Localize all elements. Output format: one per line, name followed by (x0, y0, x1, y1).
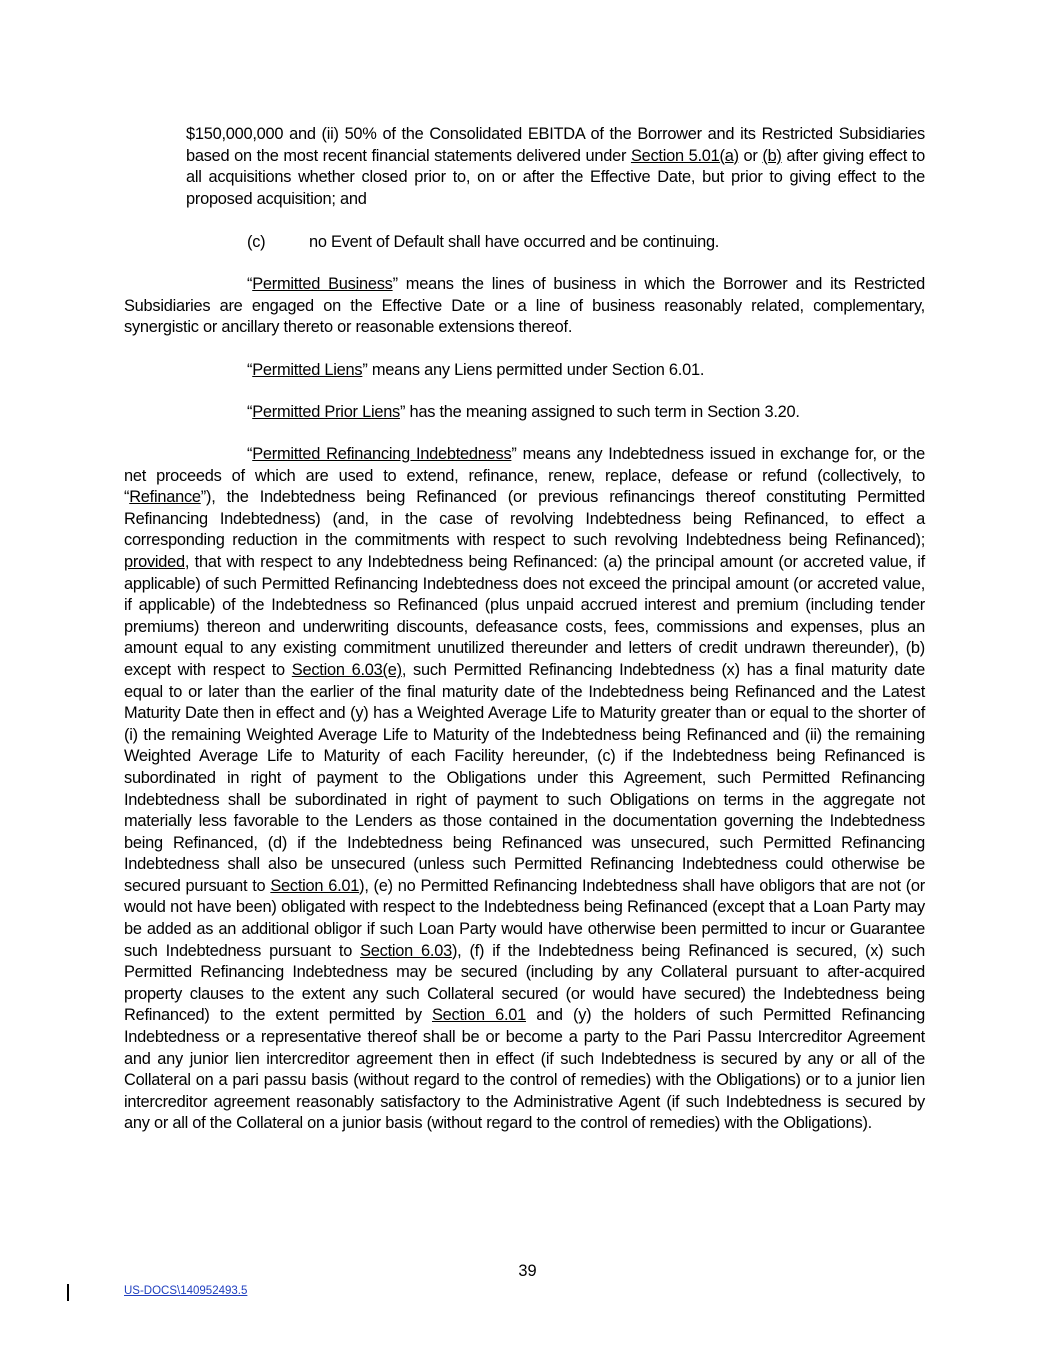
definition-text: ” means any Liens permitted under Section 6.01. (362, 361, 705, 379)
definition-text-5: ), (e) no Permitted Refinancing Indebtedness shall have obligors that are not (or would not have been) obligated with respect to the Indebtedness being Refinanced (except that a Loan Party may be added as an additional obligor if such Loan Party would have otherwise been permitted to incur or Guarantee such Indebtedness pursuant to (124, 876, 926, 960)
defined-term: Permitted Prior Liens (252, 403, 401, 421)
definition-text-7: and (y) the holders of such Permitted Refinancing Indebtedness or a representative thereof shall be or become a party to the Pari Passu Intercreditor Agreement and any junior lien intercreditor agreement then in effect (if such Indebtedness is secured by any or all of the Collateral on a pari passu basis (without regard to the control of remedies) with the Obligations) or to a junior lien intercreditor agreement reasonably satisfactory to the Administrative Agent (if such Indebtedness is secured by any or all of the Collateral on a junior basis (without regard to the control of remedies) with the Obligations). (124, 1006, 926, 1133)
definition-text-4: , such Permitted Refinancing Indebtedness (x) has a final maturity date equal to or later than the earlier of the final maturity date of the Indebtedness being Refinanced and the Latest Maturity Date then in effect and (y) has a Weighted Average Life to Maturity greater than or equal to the shorter of (i) the remaining Weighted Average Life to Maturity of the Indebtedness being Refinanced and (ii) the remaining Weighted Average Life to Maturity of each Facility hereunder, (c) if the Indebtedness being Refinanced is subordinated in right of payment to the Obligations under this Agreement, such Permitted Refinancing Indebtedness shall be subordinated in right of payment to such Obligations on terms in the aggregate not materially less favorable to the Lenders as those contained in the documentation governing the Indebtedness being Refinanced, (d) if the Indebtedness being Refinanced was unsecured, such Permitted Refinancing Indebtedness shall also be unsecured (unless such Permitted Refinancing Indebtedness could otherwise be secured pursuant to (124, 660, 925, 895)
provided-keyword: provided (124, 552, 185, 571)
defined-term: Permitted Refinancing Indebtedness (252, 445, 512, 463)
clause-b-text-3: after giving effect to all acquisitions whether closed prior to, on or after the Effective Date, but prior to giving effect to the proposed acquisition; and (186, 146, 925, 208)
section-b-reference: (b) (762, 146, 782, 165)
open-quote: “ (247, 403, 253, 421)
definition-permitted-refinancing-indebtedness (124, 444, 925, 1135)
open-quote: “ (247, 445, 253, 463)
section-6-03e-reference: Section 6.03(e) (291, 660, 402, 679)
definition-text-2: ”), the Indebtedness being Refinanced (or previous refinancings thereof constituting Permitted Refinancing Indebtedness) (and, in the case of revolving Indebtedness being Refinanced, to effect a corresponding reduction in the commitments with respect to such revolving Indebtedness being Refinanced); (124, 488, 925, 550)
definition-text-1: ” means any Indebtedness issued in exchange for, or the net proceeds of which are used to extend, refinance, renew, replace, defease or refund (collectively, to “ (124, 445, 925, 507)
defined-term-refinance: Refinance (129, 488, 201, 507)
definition-text-3: , that with respect to any Indebtedness being Refinanced: (a) the principal amount (or accreted value, if applicable) of such Permitted Refinancing Indebtedness does not exceed the principal amount (or accreted value, if applicable) of the Indebtedness so Refinanced (plus unpaid accrued interest and premium (including tender premiums) thereon and underwriting discounts, defeasance costs, fees, commissions and expenses, plus an amount equal to any existing commitment unutilized thereunder and letters of credit undrawn thereunder), (b) except with respect to (124, 552, 925, 679)
definition-text: ” means the lines of business in which the Borrower and its Restricted Subsidiaries are engaged on the Effective Date or a line of business reasonably related, complementary, synergistic or ancillary thereto or reasonable extensions thereof. (124, 275, 925, 337)
document-id-link[interactable]: US-DOCS\140952493.5 (124, 1285, 248, 1297)
open-quote: “ (247, 275, 253, 293)
section-5-01a-reference: Section 5.01(a) (630, 146, 739, 165)
defined-term: Permitted Business (252, 275, 393, 293)
section-6-03-reference: Section 6.03 (360, 941, 452, 960)
definition-permitted-business (124, 274, 925, 339)
definition-text-6: ), (f) if the Indebtedness being Refinanced is secured, (x) such Permitted Refinancing Indebtedness may be secured (including by any Collateral pursuant to after-acquired property clauses to the extent any such Collateral secured (or would have secured) the Indebtedness being Refinanced) to the extent permitted by (124, 941, 926, 1025)
clause-c-label: (c) (247, 233, 266, 251)
section-6-01-reference: Section 6.01 (270, 876, 360, 895)
open-quote: “ (247, 361, 253, 379)
clause-b-text-2: or (738, 146, 763, 165)
definition-permitted-prior-liens (124, 402, 925, 424)
section-6-01-reference-2: Section 6.01 (432, 1006, 527, 1025)
clause-b-continuation (186, 124, 925, 210)
change-bar (67, 1284, 69, 1301)
definition-permitted-liens (124, 360, 925, 382)
clause-c (247, 232, 925, 254)
definition-text: ” has the meaning assigned to such term in Section 3.20. (400, 403, 800, 421)
page-number: 39 (518, 1262, 537, 1280)
defined-term: Permitted Liens (252, 361, 363, 379)
clause-b-text-1: $150,000,000 and (ii) 50% of the Consolidated EBITDA of the Borrower and its Restricted Subsidiaries based on the most recent financial statements delivered under (186, 125, 925, 165)
clause-c-text: no Event of Default shall have occurred and be continuing. (309, 233, 720, 251)
